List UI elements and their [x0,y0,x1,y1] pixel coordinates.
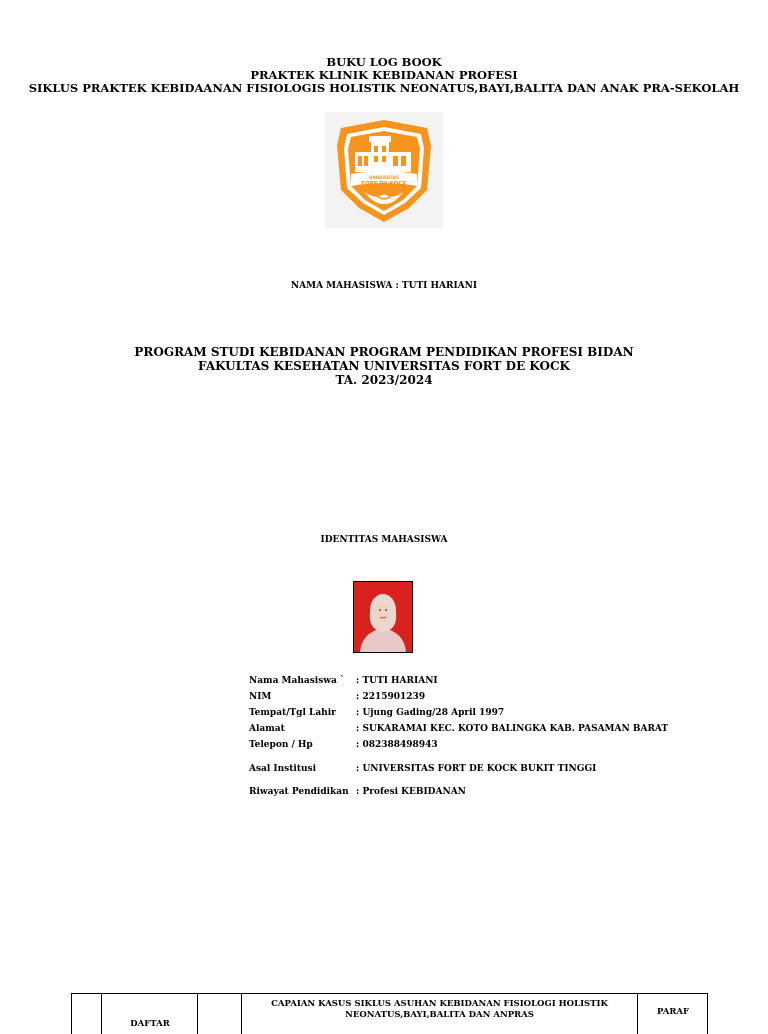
table-header-cell [72,994,102,1034]
header-subtitle: PRAKTEK KLINIK KEBIDANAN PROFESI [250,68,518,82]
student-photo [353,581,413,653]
identity-value: : UNIVERSITAS FORT DE KOCK BUKIT TINGGI [356,764,597,774]
document-header [0,56,768,95]
identity-value: : Profesi KEBIDANAN [356,787,466,797]
header-title: BUKU LOG BOOK [326,55,442,69]
svg-text:UNIVERSITAS: UNIVERSITAS [369,175,399,180]
identity-value: : 2215901239 [356,692,426,702]
program-study: PROGRAM STUDI KEBIDANAN PROGRAM PENDIDIKAN PROFESI BIDAN [134,345,634,359]
identity-label: Alamat [249,724,285,734]
table-header-daftar: DAFTAR [130,1019,170,1029]
case-table [71,993,708,1034]
identity-label: Telepon / Hp [249,740,313,750]
header-cycle-title: SIKLUS PRAKTEK KEBIDAANAN FISIOLOGIS HOLISTIK NEONATUS,BAYI,BALITA DAN ANAK PRA-SEKOLAH [28,81,740,95]
table-header-cell [638,994,708,1034]
identity-label: Asal Institusi [249,764,317,774]
fort-de-kock-emblem-icon [325,112,443,228]
student-portrait-icon [354,582,412,652]
identity-label: NIM [249,692,272,702]
faculty-name: FAKULTAS KESEHATAN UNIVERSITAS FORT DE KOCK [198,359,570,373]
identity-label: Nama Mahasiswa ` [249,676,345,686]
identity-label: Riwayat Pendidikan [249,787,349,797]
identity-heading: IDENTITAS MAHASISWA [320,535,448,545]
table-header-paraf: PARAF [656,1007,690,1017]
table-header-cell [102,994,198,1034]
identity-value: : 082388498943 [356,740,438,750]
table-header-cell [198,994,242,1034]
svg-text:FORT DE KOCK: FORT DE KOCK [361,181,407,187]
university-logo [325,112,443,228]
student-name-line: NAMA MAHASISWA : TUTI HARIANI [290,281,478,291]
identity-value: : SUKARAMAI KEC. KOTO BALINGKA KAB. PASAMAN BARAT [356,724,669,734]
table-header-cell [242,994,638,1034]
academic-year: TA. 2023/2024 [335,373,433,387]
identity-value: : Ujung Gading/28 April 1997 [356,708,505,718]
program-block [0,345,768,387]
table-header-capaian: CAPAIAN KASUS SIKLUS ASUHAN KEBIDANAN FISIOLOGI HOLISTIK NEONATUS,BAYI,BALITA DAN ANPRAS [271,999,608,1020]
identity-value: : TUTI HARIANI [356,676,438,686]
identity-label: Tempat/Tgl Lahir [249,708,336,718]
